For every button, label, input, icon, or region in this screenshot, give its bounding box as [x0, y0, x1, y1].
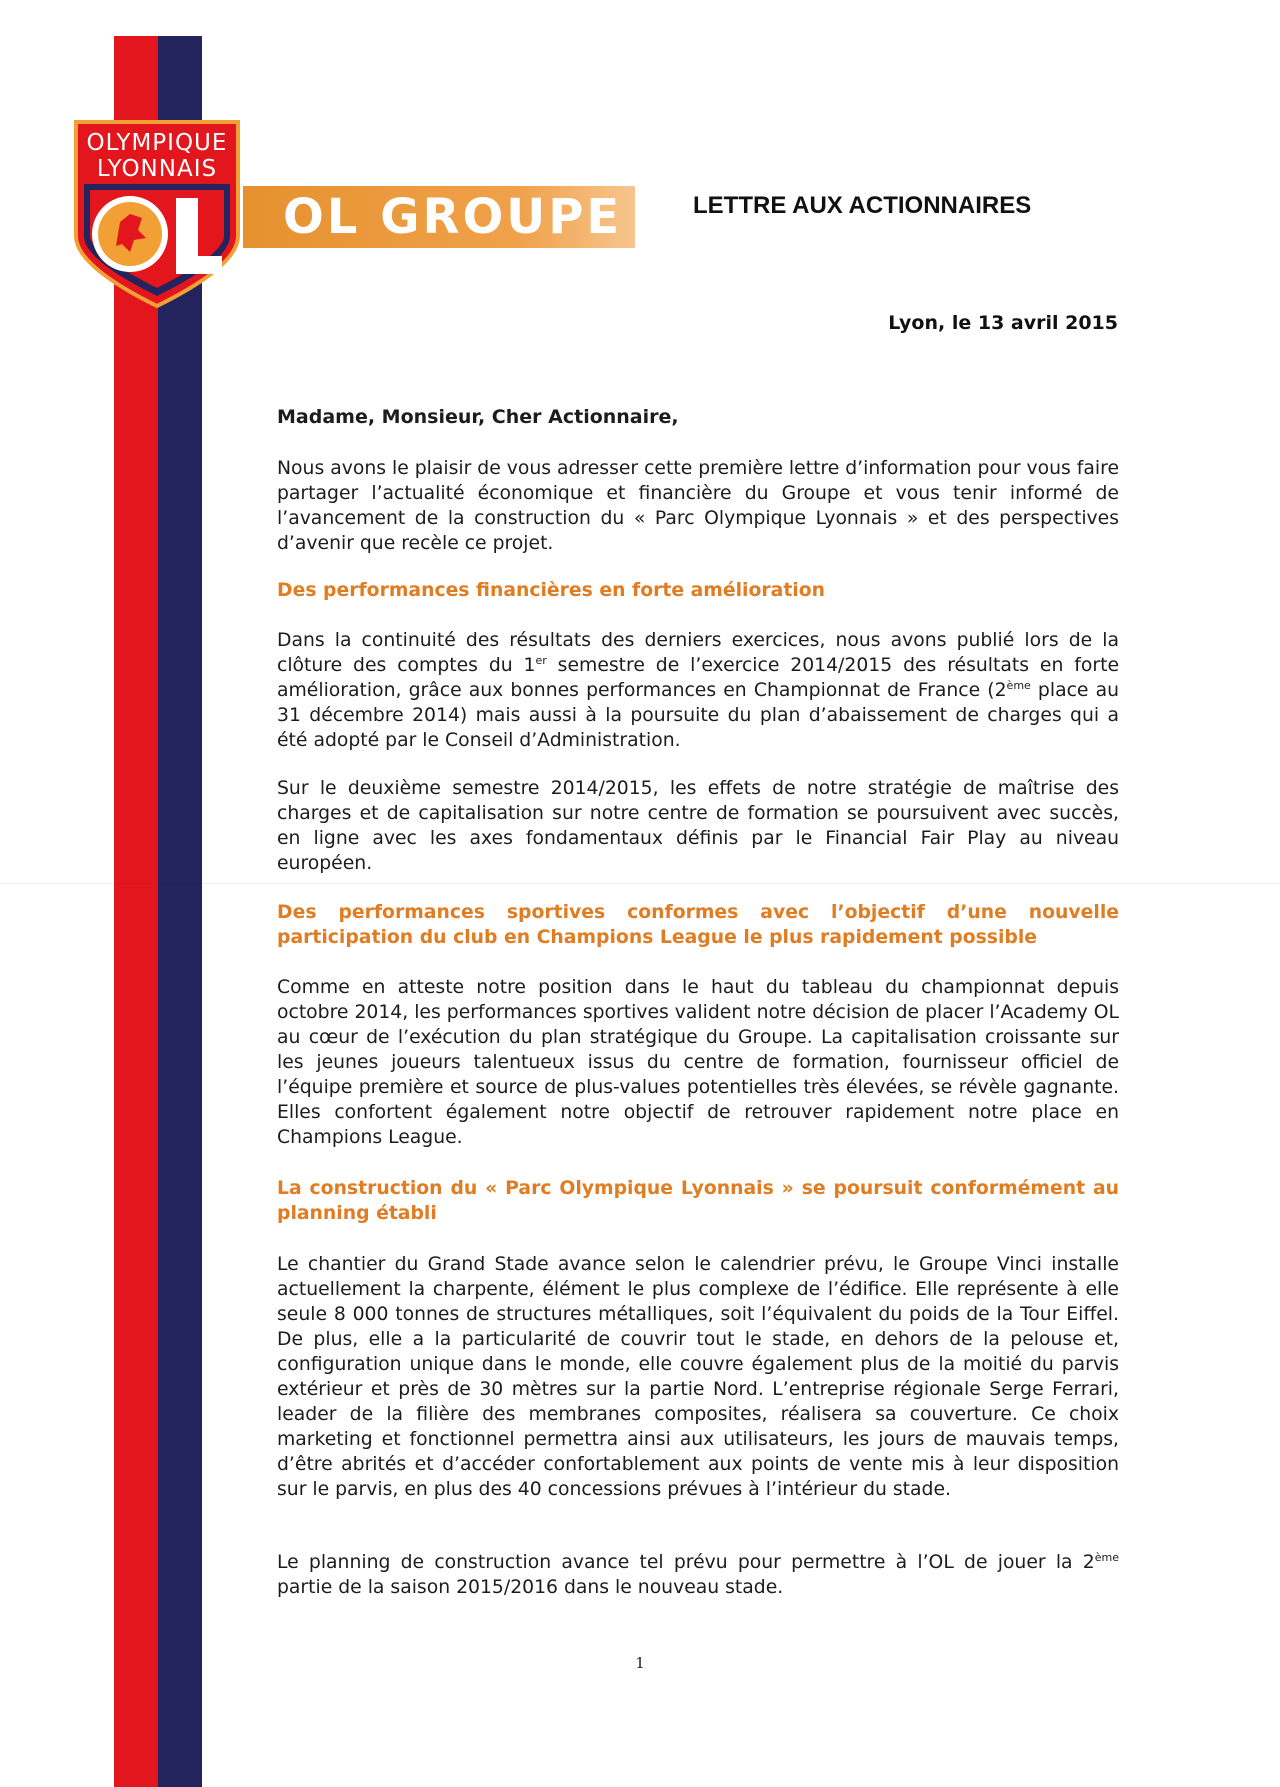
section-sport — [277, 900, 1119, 950]
paper-fold-line — [0, 883, 1280, 884]
section-stadium — [277, 1176, 1119, 1226]
section-financial — [277, 578, 1119, 603]
section-heading: La construction du « Parc Olympique Lyonnais » se poursuit conformément au planning établi — [277, 1178, 1119, 1224]
crest-name-line-1: OLYMPIQUE — [86, 130, 228, 156]
salutation: Madame, Monsieur, Cher Actionnaire, — [277, 406, 679, 428]
club-crest — [72, 118, 242, 310]
section-financial-paragraph-2: Sur le deuxième semestre 2014/2015, les effets de notre stratégie de maîtrise des charges et de capitalisation sur notre centre de formation se poursuivent avec succès, en ligne avec les axes fondamentaux définis par le Financial Fair Play au niveau européen. — [277, 778, 1119, 874]
letter-date: Lyon, le 13 avril 2015 — [888, 312, 1118, 334]
section-stadium-paragraph-1: Le chantier du Grand Stade avance selon le calendrier prévu, le Groupe Vinci installe actuellement la charpente, élément le plus complexe de l’édifice. Elle représente à elle seule 8 000 tonnes de structures métalliques, soit l’équivalent du poids de la Tour Eiffel. De plus, elle a la particularité de couvrir tout le stade, en dehors de la pelouse et, configuration unique dans le monde, elle couvre également plus de la moitié du parvis extérieur et près de 30 mètres sur la partie Nord. L’entreprise régionale Serge Ferrari, leader de la filière des membranes composites, réalisera sa couverture. Ce choix marketing et fonctionnel permettra ainsi aux utilisateurs, les jours de mauvais temps, d’être abrités et d’accéder confortablement aux points de vente mis à leur disposition sur le parvis, en plus des 40 concessions prévues à l’intérieur du stade. — [277, 1254, 1119, 1500]
section-heading: Des performances sportives conformes avec l’objectif d’une nouvelle participation du club en Champions League le plus rapidement possible — [277, 902, 1119, 948]
page-number: 1 — [635, 1654, 645, 1672]
section-sport-paragraph: Comme en atteste notre position dans le haut du tableau du championnat depuis octobre 2014, les performances sportives valident notre décision de placer l’Academy OL au cœur de l’exécution du plan stratégique du Groupe. La capitalisation croissante sur les jeunes joueurs talentueux issus du centre de formation, fournisseur officiel de l’équipe première et source de plus-values potentielles très élevées, se révèle gagnante. Elles confortent également notre objectif de retrouver rapidement notre place en Champions League. — [277, 977, 1119, 1148]
section-heading: Des performances financières en forte amélioration — [277, 580, 826, 601]
section-stadium-paragraph-2: Le planning de construction avance tel prévu pour permettre à l’OL de jouer la 2ème partie de la saison 2015/2016 dans le nouveau stade. — [277, 1551, 1119, 1598]
intro-paragraph: Nous avons le plaisir de vous adresser cette première lettre d’information pour vous faire partager l’actualité économique et financière du Groupe et vous tenir informé de l’avancement de la construction du « Parc Olympique Lyonnais » et des perspectives d’avenir que recèle ce projet. — [277, 458, 1119, 554]
group-name: OL GROUPE — [283, 189, 623, 245]
document-title: LETTRE AUX ACTIONNAIRES — [693, 192, 1032, 219]
section-financial-paragraph-1: Dans la continuité des résultats des derniers exercices, nous avons publié lors de la clôture des comptes du 1er semestre de l’exercice 2014/2015 des résultats en forte amélioration, grâce aux bonnes performances en Championnat de France (2ème place au 31 décembre 2014) mais aussi à la poursuite du plan d’abaissement de charges qui a été adopté par le Conseil d’Administration. — [277, 630, 1119, 751]
crest-name-line-2: LYONNAIS — [96, 156, 218, 182]
